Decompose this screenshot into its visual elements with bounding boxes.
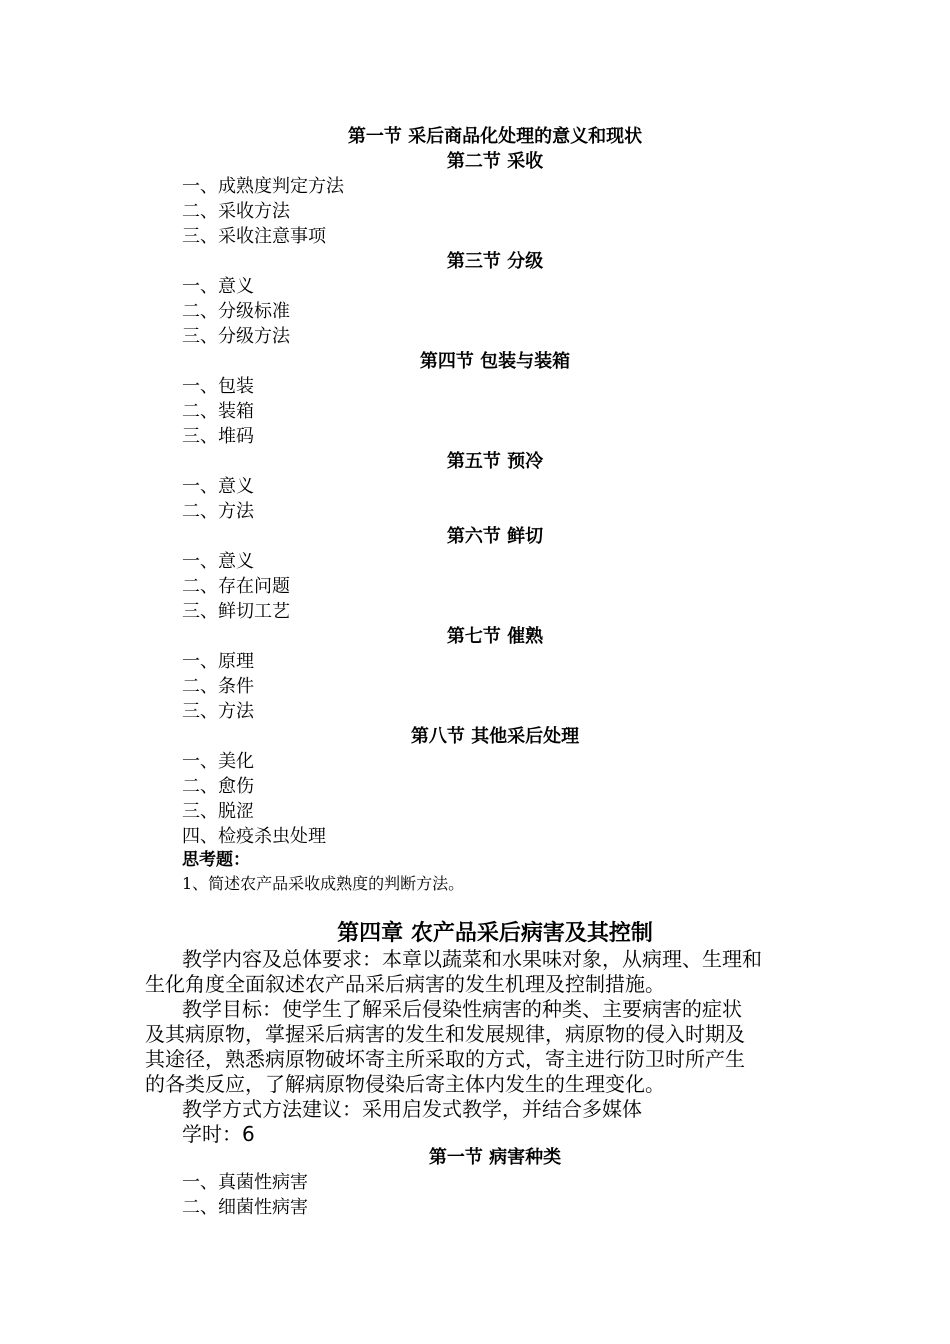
list-item: 一、原理 [182,651,254,672]
list-item: 一、真菌性病害 [182,1172,308,1193]
list-item: 一、意义 [182,476,254,497]
section-title: 第一节 病害种类 [428,1147,562,1168]
list-item: 三、分级方法 [182,326,290,347]
list-item: 一、成熟度判定方法 [182,176,344,197]
list-item: 一、意义 [182,551,254,572]
section-title: 第五节 预冷 [446,451,544,472]
list-item: 二、采收方法 [182,201,290,222]
list-item: 二、细菌性病害 [182,1197,308,1218]
paragraph-line: 教学内容及总体要求：本章以蔬菜和水果味对象，从病理、生理和 [182,947,762,971]
section-title: 第四节 包装与装箱 [419,351,571,372]
paragraph-line: 生化角度全面叙述农产品采后病害的发生机理及控制措施。 [145,972,665,996]
list-item: 三、鲜切工艺 [182,601,290,622]
list-item: 三、采收注意事项 [182,226,326,247]
list-item: 四、检疫杀虫处理 [182,826,326,847]
paragraph-line: 其途径，熟悉病原物破坏寄主所采取的方式，寄主进行防卫时所产生 [145,1047,745,1071]
question-item: 1、简述农产品采收成熟度的判断方法。 [182,874,465,893]
list-item: 三、方法 [182,701,254,722]
list-item: 三、堆码 [182,426,254,447]
list-item: 三、脱涩 [182,801,254,822]
list-item: 二、装箱 [182,401,254,422]
section-title: 第一节 采后商品化处理的意义和现状 [347,126,643,147]
questions-label: 思考题： [182,850,250,870]
section-title: 第六节 鲜切 [446,526,544,547]
list-item: 二、分级标准 [182,301,290,322]
paragraph-line: 学时：6 [182,1122,255,1146]
list-item: 一、美化 [182,751,254,772]
section-title: 第三节 分级 [446,251,544,272]
list-item: 一、意义 [182,276,254,297]
list-item: 二、方法 [182,501,254,522]
list-item: 二、愈伤 [182,776,254,797]
section-title: 第二节 采收 [446,151,544,172]
list-item: 二、存在问题 [182,576,290,597]
paragraph-line: 的各类反应，了解病原物侵染后寄主体内发生的生理变化。 [145,1072,665,1096]
paragraph-line: 教学方式方法建议：采用启发式教学，并结合多媒体 [182,1097,642,1121]
list-item: 二、条件 [182,676,254,697]
chapter-title: 第四章 农产品采后病害及其控制 [337,921,653,946]
list-item: 一、包装 [182,376,254,397]
paragraph-line: 及其病原物，掌握采后病害的发生和发展规律，病原物的侵入时期及 [145,1022,745,1046]
section-title: 第七节 催熟 [446,626,544,647]
section-title: 第八节 其他采后处理 [410,726,580,747]
paragraph-line: 教学目标：使学生了解采后侵染性病害的种类、主要病害的症状 [182,997,742,1021]
